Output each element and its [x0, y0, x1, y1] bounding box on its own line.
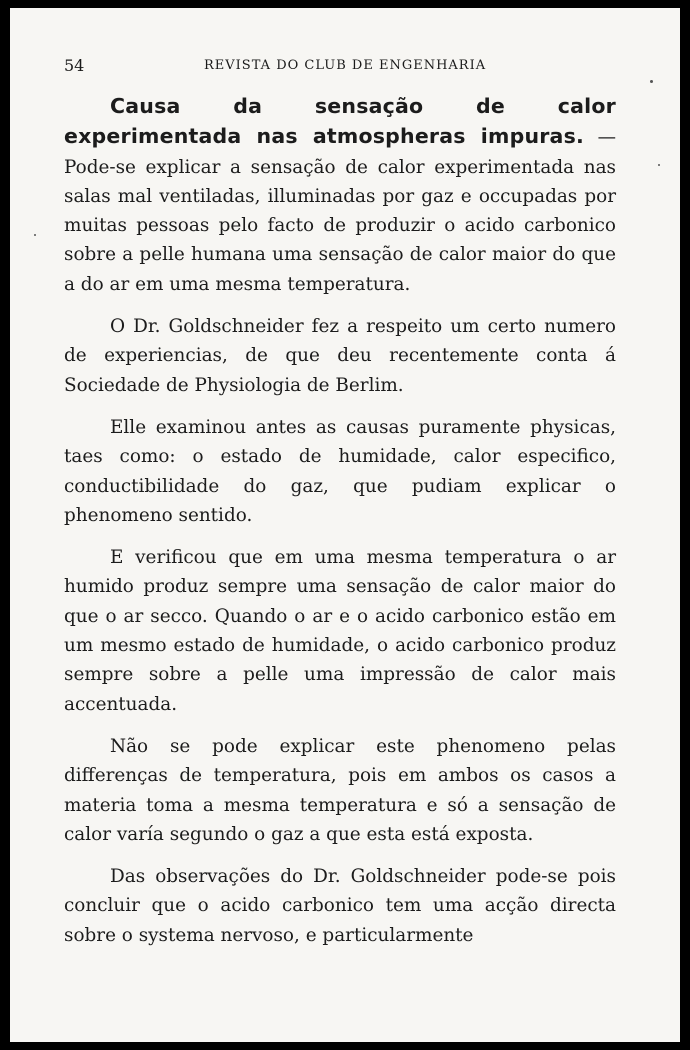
print-speck [658, 164, 660, 166]
paragraph-3: Elle examinou antes as causas puramente physicas, taes como: o estado de humidade, calor especifico, conductibilidade do gaz, que pudiam explicar o phenomeno sentido. [64, 416, 616, 526]
article-body [64, 92, 616, 963]
page-number: 54 [64, 56, 85, 75]
article-heading: Causa da sensação de calor experimentada nas atmospheras impuras. [64, 94, 616, 149]
print-speck [650, 80, 653, 83]
paragraph-1-text: — Pode-se explicar a sensação de calor experimentada nas salas mal ventiladas, illuminadas por gaz e occupadas por muitas pessoas pelo facto de produzir o acido carbonico sobre a pelle humana uma sensação de calor maior do que a do ar em uma mesma temperatura. [64, 127, 616, 295]
running-head: REVISTA DO CLUB DE ENGENHARIA [204, 58, 487, 73]
paragraph-5: Não se pode explicar este phenomeno pelas differenças de temperatura, pois em ambos os casos a materia toma a mesma temperatura e só a sensação de calor varía segundo o gaz a que esta está exposta. [64, 735, 616, 845]
book-page [10, 8, 680, 1042]
print-speck [34, 234, 36, 236]
paragraph-2: O Dr. Goldschneider fez a respeito um certo numero de experiencias, de que deu recentemente conta á Sociedade de Physiologia de Berlim. [64, 316, 616, 396]
paragraph-6: Das observações do Dr. Goldschneider pode-se pois concluir que o acido carbonico tem uma acção directa sobre o systema nervoso, e particularmente [64, 866, 616, 946]
page-header [64, 54, 624, 78]
paragraph-4: E verificou que em uma mesma temperatura o ar humido produz sempre uma sensação de calor maior do que o ar secco. Quando o ar e o acido carbonico estão em um mesmo estado de humidade, o acido carbonico produz sempre sobre a pelle uma impressão de calor mais accentuada. [64, 547, 616, 715]
paragraph-1 [64, 92, 616, 299]
